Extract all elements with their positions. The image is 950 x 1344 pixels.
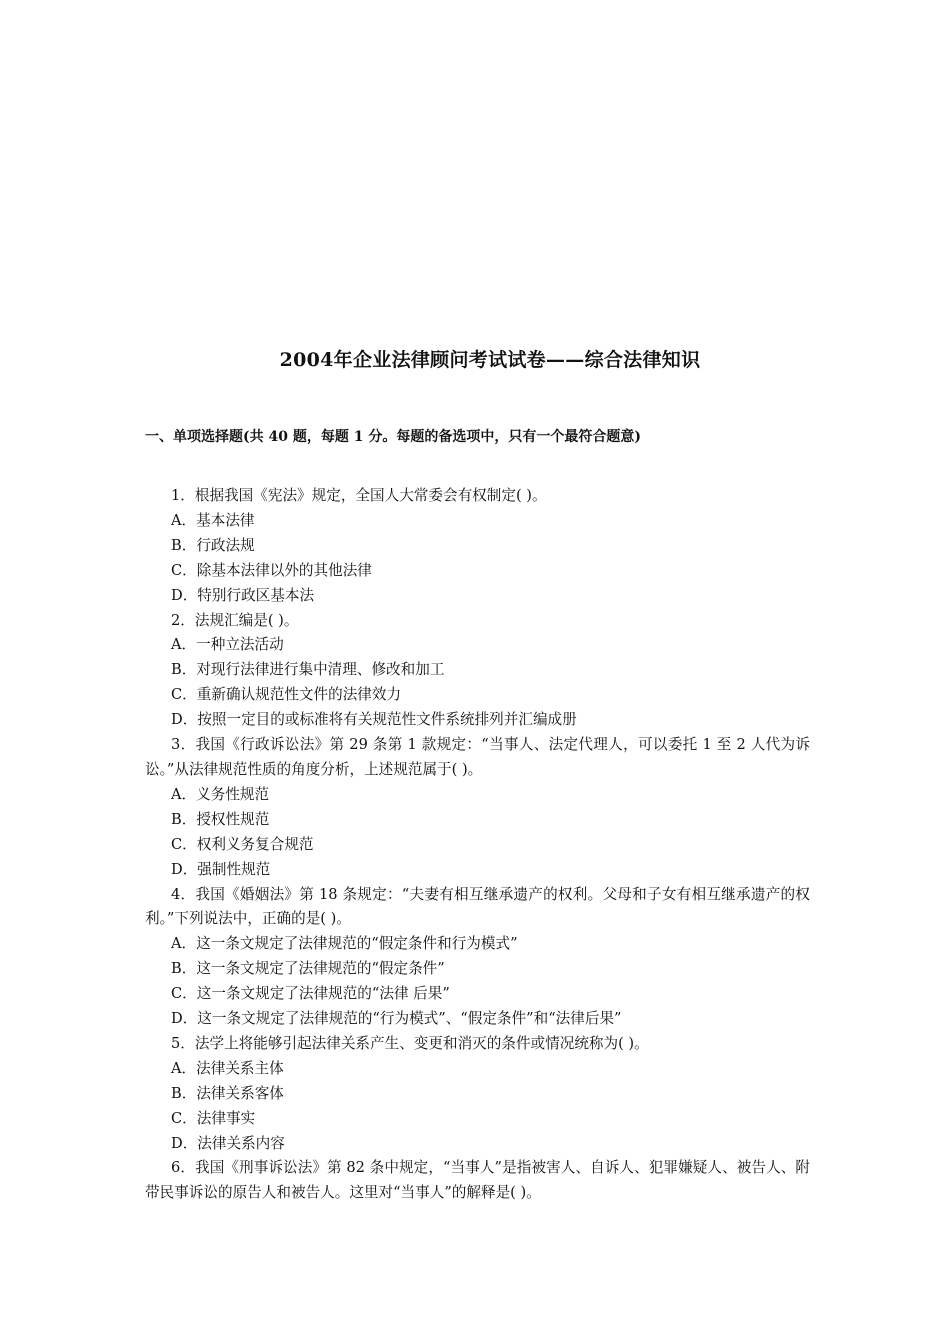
question-stem: 5．法学上将能够引起法律关系产生、变更和消灭的条件或情况统称为( )。 [171, 1034, 649, 1052]
answer-option: B．法律关系客体 [171, 1084, 284, 1102]
answer-option: A．这一条文规定了法律规范的“假定条件和行为模式” [171, 935, 518, 953]
question-stem: 2．法规汇编是( )。 [171, 611, 299, 629]
answer-option: A．基本法律 [171, 511, 255, 529]
section-heading: 一、单项选择题(共 40 题，每题 1 分。每题的备选项中，只有一个最符合题意) [145, 429, 641, 445]
answer-option: B．对现行法律进行集中清理、修改和加工 [171, 661, 445, 679]
page-title: 2004年企业法律顾问考试试卷——综合法律知识 [279, 349, 701, 371]
answer-option: C．法律事实 [171, 1109, 256, 1127]
question-stem: 3．我国《行政诉讼法》第 29 条第 1 款规定：“当事人、法定代理人，可以委托 1 至 2 人代为诉讼。”从法律规范性质的角度分析，上述规范属于( )。 [145, 736, 810, 778]
answer-option: B．这一条文规定了法律规范的“假定条件” [171, 960, 445, 978]
question-stem: 6．我国《刑事诉讼法》第 82 条中规定，“当事人”是指被害人、自诉人、犯罪嫌疑人、被告人、附带民事诉讼的原告人和被告人。这里对“当事人”的解释是( )。 [145, 1159, 810, 1202]
answer-option: D．法律关系内容 [171, 1134, 285, 1152]
answer-option: D．这一条文规定了法律规范的“行为模式”、“假定条件”和“法律后果” [171, 1010, 622, 1028]
question-stem: 4．我国《婚姻法》第 18 条规定：“夫妻有相互继承遗产的权利。父母和子女有相互继承遗产的权利。”下列说法中，正确的是( )。 [145, 885, 810, 928]
question-list [145, 484, 810, 1206]
answer-option: D．特别行政区基本法 [171, 586, 315, 604]
answer-option: C．这一条文规定了法律规范的“法律 后果” [171, 985, 450, 1003]
answer-option: B．授权性规范 [171, 810, 270, 828]
answer-option: C．除基本法律以外的其他法律 [171, 561, 372, 579]
answer-option: A．法律关系主体 [171, 1059, 284, 1077]
answer-option: B．行政法规 [171, 536, 255, 554]
answer-option: C．权利义务复合规范 [171, 835, 314, 853]
answer-option: A．一种立法活动 [171, 636, 284, 654]
answer-option: D．按照一定目的或标准将有关规范性文件系统排列并汇编成册 [171, 711, 577, 729]
answer-option: D．强制性规范 [171, 860, 271, 878]
answer-option: A．义务性规范 [171, 785, 270, 803]
answer-option: C．重新确认规范性文件的法律效力 [171, 686, 402, 704]
question-stem: 1．根据我国《宪法》规定，全国人大常委会有权制定( )。 [171, 487, 547, 504]
